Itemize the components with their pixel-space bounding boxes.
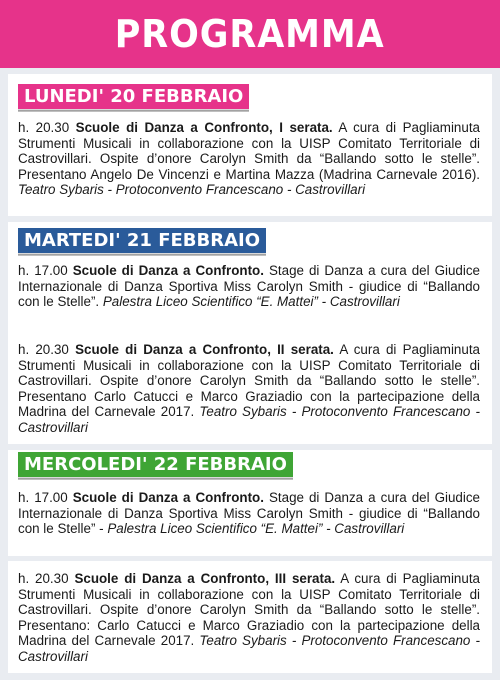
event-time: h. 20.30	[18, 120, 70, 135]
event-title: Scuole di Danza a Confronto, II serata.	[75, 342, 334, 357]
event-title: Scuole di Danza a Confronto.	[72, 263, 264, 278]
event-venue: Palestra Liceo Scientifico “E. Mattei” - Castrovillari	[107, 521, 405, 537]
event-entry	[18, 490, 480, 537]
event-description: A cura di Pagliaminuta Strumenti Musicali in collaborazione con la UISP Comitato Territoriale di Castrovillari. Ospite d’onore Carolyn Smith da “Ballando sotto le stelle”. Presentano: Carlo Catucci e Marco Graziadio con la partecipazione della Madrina del Carnevale 2017.	[18, 571, 480, 649]
event-time: h. 20.30	[18, 342, 69, 357]
header-banner	[0, 0, 500, 68]
event-entry	[18, 120, 480, 198]
event-description: Stage di Danza a cura del Giudice Internazionale di Danza Sportiva Miss Carolyn Smith - giudice di “Ballando con le Stelle” -	[18, 490, 480, 537]
event-venue: Teatro Sybaris - Protoconvento Francescano - Castrovillari	[18, 633, 480, 664]
event-title: Scuole di Danza a Confronto, III serata.	[74, 571, 336, 586]
day-badge-wednesday: MERCOLEDI' 22 FEBBRAIO	[18, 452, 293, 477]
event-time: h. 17.00	[18, 263, 68, 278]
event-title: Scuole di Danza a Confronto.	[72, 490, 264, 505]
event-description: Stage di Danza a cura del Giudice Internazionale di Danza Sportiva Miss Carolyn Smith - giudice di “Ballando con le Stelle”.	[18, 263, 480, 310]
event-venue: Teatro Sybaris - Protoconvento Francescano - Castrovillari	[18, 404, 480, 435]
event-venue: Teatro Sybaris - Protoconvento Francescano - Castrovillari	[18, 182, 366, 198]
event-entry	[18, 571, 480, 665]
event-entry	[18, 342, 480, 436]
day-badge-monday: LUNEDI' 20 FEBBRAIO	[18, 84, 249, 109]
event-description: A cura di Pagliaminuta Strumenti Musicali in collaborazione con la UISP Comitato Territoriale di Castrovillari. Ospite d’onore Carolyn Smith da “Ballando sotto le stelle”. Presentano Carlo Catucci e Marco Graziadio con la partecipazione della Madrina del Carnevale 2017.	[18, 342, 480, 420]
day-badge-tuesday: MARTEDI' 21 FEBBRAIO	[18, 228, 266, 253]
event-time: h. 17.00	[18, 490, 68, 505]
event-title: Scuole di Danza a Confronto, I serata.	[75, 120, 333, 135]
event-venue: Palestra Liceo Scientifico “E. Mattei” - Castrovillari	[102, 294, 400, 310]
event-entry	[18, 263, 480, 310]
page-title: PROGRAMMA	[115, 12, 385, 56]
event-time: h. 20.30	[18, 571, 69, 586]
event-description: A cura di Pagliaminuta Strumenti Musicali in collaborazione con la UISP Comitato Territoriale di Castrovillari. Ospite d’onore Carolyn Smith da “Ballando sotto le stelle”. Presentano Angelo De Vincenzi e Martina Mazza (Madrina Carnevale 2016).	[18, 120, 480, 182]
